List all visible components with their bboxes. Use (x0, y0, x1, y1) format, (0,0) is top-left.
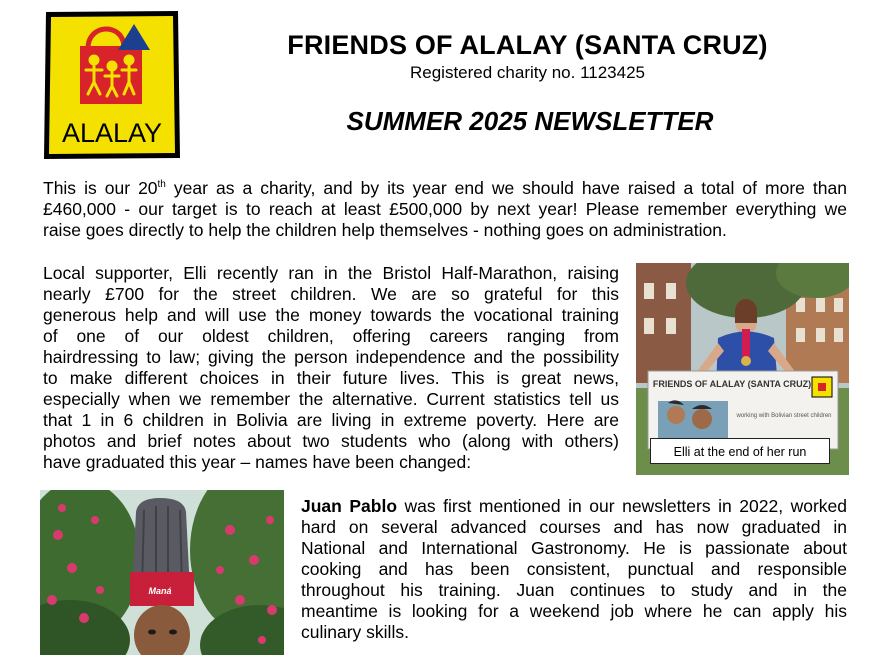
student-name: Juan Pablo (301, 496, 398, 516)
elli-line: hairdressing to law; giving the person independence and the possibility (43, 347, 619, 367)
juan-line-1-rest: was first mentioned in our newsletters in 2022, worked (397, 496, 847, 516)
logo-text: ALALAY (61, 118, 163, 148)
intro-line-3: raise goes directly to help the children help themselves - nothing goes on administration. (43, 220, 727, 240)
photo-caption: Elli at the end of her run (650, 438, 830, 464)
juan-line: meantime is looking for a weekend job where he can apply his (301, 601, 847, 621)
hat-logo-text: Maná (148, 586, 172, 596)
juan-line: culinary skills. (301, 622, 409, 642)
ordinal-suffix: th (157, 179, 166, 191)
juan-line: hard on several advanced courses and has now graduated in (301, 517, 847, 537)
intro-line-2: £460,000 - our target is to reach at least £500,000 by next year! Please remember everything we (43, 199, 847, 219)
elli-line: of one of our oldest children, offering careers ranging from (43, 326, 619, 346)
charity-number: Registered charity no. 1123425 (409, 63, 645, 82)
alalay-logo (42, 10, 182, 160)
elli-line: Local supporter, Elli recently ran in the Bristol Half-Marathon, raising (43, 263, 619, 283)
juan-pablo-photo (40, 490, 284, 655)
elli-line: especially when we remember the alternative. Current statistics tell us (43, 389, 619, 409)
intro-paragraph (43, 178, 847, 241)
banner-subtitle: working with Bolivian street children (736, 413, 832, 419)
intro-line-1-end: year as a charity, and by its year end we should have raised a total of more than (165, 178, 847, 198)
elli-paragraph (43, 263, 619, 473)
elli-line: generous help and will use the money towards the vocational training (43, 305, 619, 325)
newsletter-title: SUMMER 2025 NEWSLETTER (346, 106, 714, 136)
elli-line: to make different choices in their future lives. This is great news, (43, 368, 619, 388)
juan-line: National and International Gastronomy. He is passionate about (301, 538, 847, 558)
elli-photo (636, 263, 849, 475)
juan-line (301, 496, 847, 517)
elli-line: that 1 in 6 children in Bolivia are living in extreme poverty. Here are (43, 410, 619, 430)
elli-line: nearly £700 for the street children. We are so grateful for this (43, 284, 619, 304)
intro-line-1-start: This is our 20 (43, 178, 158, 198)
organisation-title: FRIENDS OF ALALAY (SANTA CRUZ) (287, 30, 768, 60)
juan-line: throughout his training. Juan continues to study and in the (301, 580, 847, 600)
juan-pablo-paragraph (301, 496, 847, 643)
elli-line: have graduated this year – names have been changed: (43, 452, 472, 472)
intro-line-1 (43, 178, 847, 199)
elli-line: photos and brief notes about two students who (along with others) (43, 431, 619, 451)
banner-title: FRIENDS OF ALALAY (SANTA CRUZ) (652, 379, 812, 389)
juan-line: cooking and has been consistent, punctual and responsible (301, 559, 847, 579)
